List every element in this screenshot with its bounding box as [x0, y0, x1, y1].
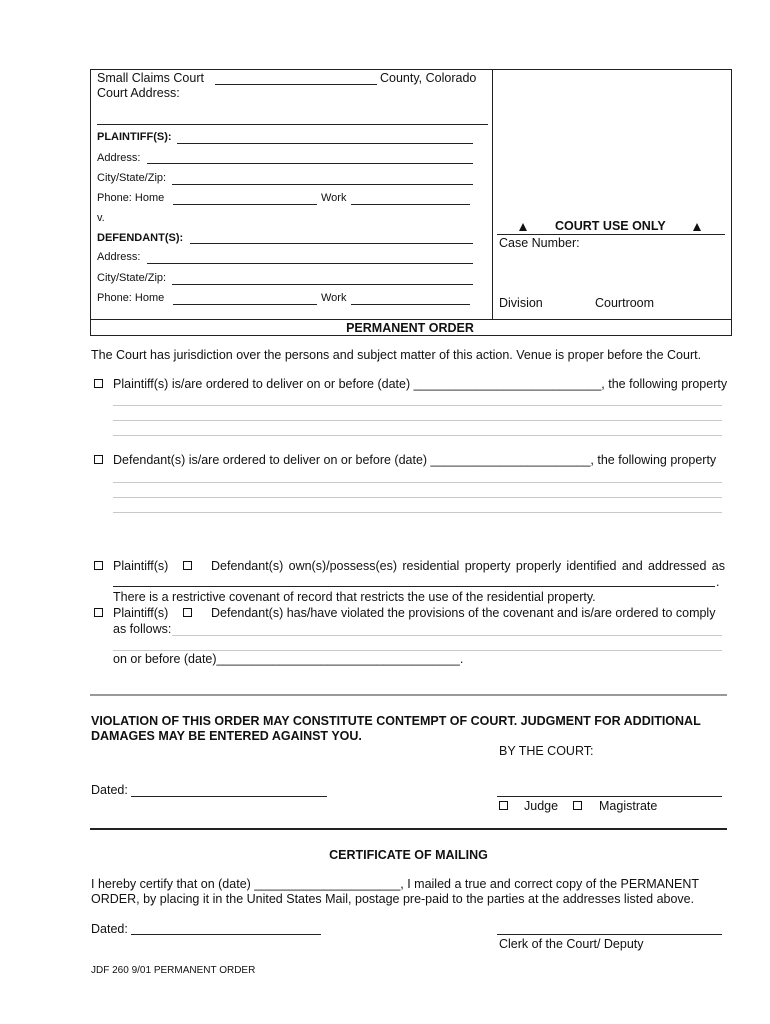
plaintiff-name-field[interactable]: [177, 143, 473, 144]
court-address-label: Court Address:: [97, 86, 180, 100]
defendant-work-phone-field[interactable]: [351, 304, 470, 305]
own-possess-text: Defendant(s) own(s)/possess(es) residential property properly identified and addressed as: [211, 559, 725, 573]
versus-label: v.: [97, 212, 105, 224]
as-follows-label: as follows:: [113, 622, 172, 636]
judge-checkbox[interactable]: [499, 801, 508, 810]
defendant-property-line[interactable]: [113, 512, 722, 513]
defendant-address-field[interactable]: [147, 263, 473, 264]
plaintiff-deliver-checkbox[interactable]: [94, 379, 103, 388]
court-use-divider: [497, 234, 725, 235]
up-arrow-icon: [693, 223, 701, 231]
plaintiff-property-line[interactable]: [113, 435, 722, 436]
violation-warning-line1: VIOLATION OF THIS ORDER MAY CONSTITUTE CONTEMPT OF COURT. JUDGMENT FOR ADDITIONAL: [91, 714, 701, 728]
on-or-before-text: on or before (date)___________________________________.: [113, 652, 464, 666]
defendant-phone-home-label: Phone: Home: [97, 292, 165, 304]
plaintiff-deliver-text: Plaintiff(s) is/are ordered to deliver on or before (date) ___________________________, the following property: [113, 377, 728, 391]
case-number-label: Case Number:: [499, 236, 580, 250]
defendant-owns-checkbox[interactable]: [183, 561, 192, 570]
violated-text: Defendant(s) has/have violated the provisions of the covenant and is/are ordered to comply: [211, 606, 716, 620]
plaintiff-address-field[interactable]: [147, 163, 473, 164]
covenant-text: There is a restrictive covenant of record that restricts the use of the residential property.: [113, 590, 596, 604]
form-id: JDF 260 9/01 PERMANENT ORDER: [91, 965, 256, 976]
plaintiffs-label: Plaintiff(s): [113, 606, 169, 620]
plaintiff-work-label: Work: [321, 192, 347, 204]
as-follows-line[interactable]: [172, 635, 722, 636]
plaintiff-phone-home-label: Phone: Home: [97, 192, 165, 204]
defendant-deliver-text: Defendant(s) is/are ordered to deliver on or before (date) _______________________, the following property: [113, 453, 717, 467]
plaintiff-property-line[interactable]: [113, 405, 722, 406]
property-address-field[interactable]: [113, 586, 715, 587]
certificate-title: CERTIFICATE OF MAILING: [329, 848, 488, 862]
county-colorado-label: County, Colorado: [380, 71, 477, 85]
as-follows-line[interactable]: [113, 650, 722, 651]
magistrate-checkbox[interactable]: [573, 801, 582, 810]
certificate-dated-field[interactable]: [131, 934, 321, 935]
defendant-name-field[interactable]: [190, 243, 473, 244]
by-the-court-label: BY THE COURT:: [499, 744, 594, 758]
court-address-field[interactable]: [97, 124, 488, 125]
clerk-label: Clerk of the Court/ Deputy: [499, 937, 644, 951]
violation-warning-line2: DAMAGES MAY BE ENTERED AGAINST YOU.: [91, 729, 362, 743]
plaintiff-city-label: City/State/Zip:: [97, 172, 167, 184]
defendant-deliver-checkbox[interactable]: [94, 455, 103, 464]
defendant-violated-checkbox[interactable]: [183, 608, 192, 617]
caption-bottom-divider: [90, 319, 731, 320]
certify-text-line1: I hereby certify that on (date) _____________________, I mailed a true and correct copy of the PERMANENT: [91, 877, 699, 891]
jurisdiction-text: The Court has jurisdiction over the persons and subject matter of this action. Venue is proper before the Court.: [91, 348, 702, 362]
small-claims-court-label: Small Claims Court: [97, 71, 204, 85]
plaintiff-label: PLAINTIFF(S):: [97, 131, 172, 143]
clerk-signature-line[interactable]: [497, 934, 722, 935]
courtroom-label: Courtroom: [595, 296, 655, 310]
judge-signature-line[interactable]: [497, 796, 722, 797]
plaintiff-property-line[interactable]: [113, 420, 722, 421]
defendant-city-label: City/State/Zip:: [97, 272, 167, 284]
dated-field[interactable]: [131, 796, 327, 797]
defendant-property-line[interactable]: [113, 497, 722, 498]
division-label: Division: [499, 296, 543, 310]
plaintiff-home-phone-field[interactable]: [173, 204, 317, 205]
caption-divider: [492, 69, 493, 320]
defendant-city-field[interactable]: [172, 284, 473, 285]
defendant-home-phone-field[interactable]: [173, 304, 317, 305]
county-field[interactable]: [215, 84, 377, 85]
judge-label: Judge: [524, 799, 559, 813]
plaintiffs-label: Plaintiff(s): [113, 559, 169, 573]
defendant-label: DEFENDANT(S):: [97, 232, 184, 244]
up-arrow-icon: [519, 223, 527, 231]
certificate-divider: [90, 828, 727, 830]
section-divider: [90, 694, 727, 696]
defendant-property-line[interactable]: [113, 482, 722, 483]
certify-text-line2: ORDER, by placing it in the United States Mail, postage pre-paid to the parties at the addresses listed above.: [91, 892, 695, 906]
certificate-dated-label: Dated:: [91, 922, 128, 936]
magistrate-label: Magistrate: [599, 799, 658, 813]
dated-label: Dated:: [91, 783, 128, 797]
court-use-only-label: COURT USE ONLY: [555, 219, 666, 233]
plaintiff-owns-checkbox[interactable]: [94, 561, 103, 570]
defendant-work-label: Work: [321, 292, 347, 304]
form-title: PERMANENT ORDER: [346, 321, 474, 335]
plaintiff-work-phone-field[interactable]: [351, 204, 470, 205]
address-period: .: [716, 575, 720, 589]
plaintiff-city-field[interactable]: [172, 184, 473, 185]
defendant-address-label: Address:: [97, 251, 141, 263]
plaintiff-violated-checkbox[interactable]: [94, 608, 103, 617]
plaintiff-address-label: Address:: [97, 152, 141, 164]
